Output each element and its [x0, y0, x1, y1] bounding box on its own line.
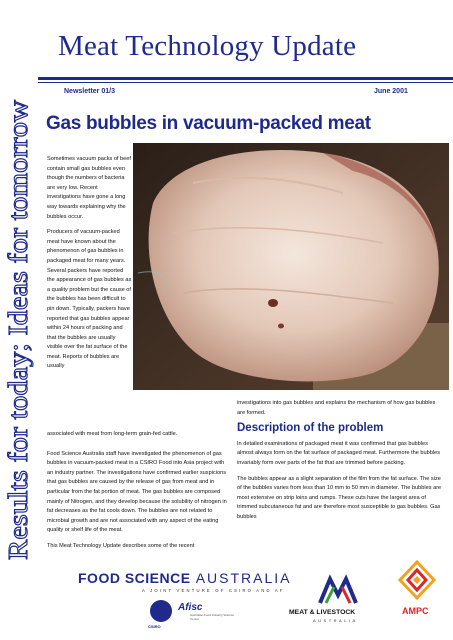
- sidebar-slogan: [4, 90, 34, 570]
- header-rule: [38, 77, 453, 80]
- csiro-label: CSIRO: [148, 624, 161, 629]
- article-column-left-top: [47, 155, 132, 378]
- page-title: Meat Technology Update: [58, 30, 357, 62]
- mla-logo-text: MEAT & LIVESTOCK: [289, 609, 356, 616]
- article-column-left-bottom: [47, 430, 227, 558]
- sidebar-slogan-text: Results for today; Ideas for tomorrow: [4, 152, 33, 560]
- article-headline: Gas bubbles in vacuum-packed meat: [46, 113, 371, 134]
- article-column-right: [237, 399, 445, 529]
- paragraph: In detailed examinations of packaged meat it was confirmed that gas bubbles almost always form on the fat surface of packaged meat. Furthermore the bubbles invariably form over parts of the fat that are trimmed before packing.: [237, 440, 441, 466]
- paragraph: The bubbles appear as a slight separation of the film from the fat surface. The size of the bubbles varies from less than 10 mm to 50 mm in diameter. The bubbles are most extensive on strip loins and rumps. These cuts have the largest area of trimmed subcutaneous fat and are therefore most susceptible to gas bubbles. Gas bubbles: [237, 475, 442, 520]
- paragraph: Producers of vacuum-packed meat have known about the phenomenon of gas bubbles in packaged meat for many years. Several packers have reported the appearance of gas bubbles as a quality problem but the cause of the bubbles has been difficult to pin down. Typically, packers have reported that gas bubbles appear within 24 hours of packing and that the bubbles are usually visible over the fat surface of the meat. Reports of bubbles are usually: [47, 229, 132, 370]
- paragraph: This Meat Technology Update describes some of the recent: [47, 542, 195, 549]
- ampc-logo-text: AMPC: [402, 606, 429, 616]
- newsletter-number: Newsletter 01/3: [64, 88, 115, 95]
- paragraph: Sometimes vacuum packs of beef contain small gas bubbles even though the numbers of bacteria are very low. Recent investigations have gone a long way towards explaining why the bubbles occur.: [47, 156, 131, 220]
- paragraph: associated with meat from long-term grain-fed cattle.: [47, 431, 178, 437]
- fsa-subtitle: A JOINT VENTURE OF CSIRO AND AF: [142, 588, 285, 593]
- header-rule-thin: [38, 82, 453, 83]
- section-heading: Description of the problem: [237, 422, 384, 435]
- sidebar: [0, 0, 36, 640]
- meat-photo-graphic: [133, 143, 449, 390]
- mla-logo-icon: [318, 573, 358, 605]
- ampc-logo-icon: [398, 560, 436, 602]
- afisc-logo: Afisc: [178, 602, 203, 613]
- afisc-subtitle: Australian Food Industry Science Centre: [190, 613, 235, 621]
- fsa-light-text: AUSTRALIA: [190, 570, 292, 586]
- mla-subtitle: AUSTRALIA: [313, 618, 358, 623]
- csiro-logo-icon: [150, 600, 172, 622]
- paragraph: investigations into gas bubbles and explains the mechanism of how gas bubbles are formed.: [237, 400, 436, 416]
- paragraph: Food Science Australia staff have investigated the phenomenon of gas bubbles in vacuum-packed meat in a CSIRO Food into Asia project with an industry partner. The investigations have confirmed earlier suspicions that gas bubbles are caused by the release of gas from meat and in particular from the fat portion of meat. The gas bubbles are composed mainly of Nitrogen, and they develop because the solubility of nitrogen in fat decreases as the fat cools down. The bubbles are not related to microbial growth and are not associated with any aspect of the eating quality or shelf life of the meat.: [47, 450, 227, 534]
- meat-photo: [133, 143, 449, 390]
- food-science-australia-logo: [78, 570, 292, 586]
- issue-date: June 2001: [374, 88, 408, 95]
- sidebar-slogan-svg: [4, 90, 34, 570]
- fsa-bold-text: FOOD SCIENCE: [78, 570, 191, 586]
